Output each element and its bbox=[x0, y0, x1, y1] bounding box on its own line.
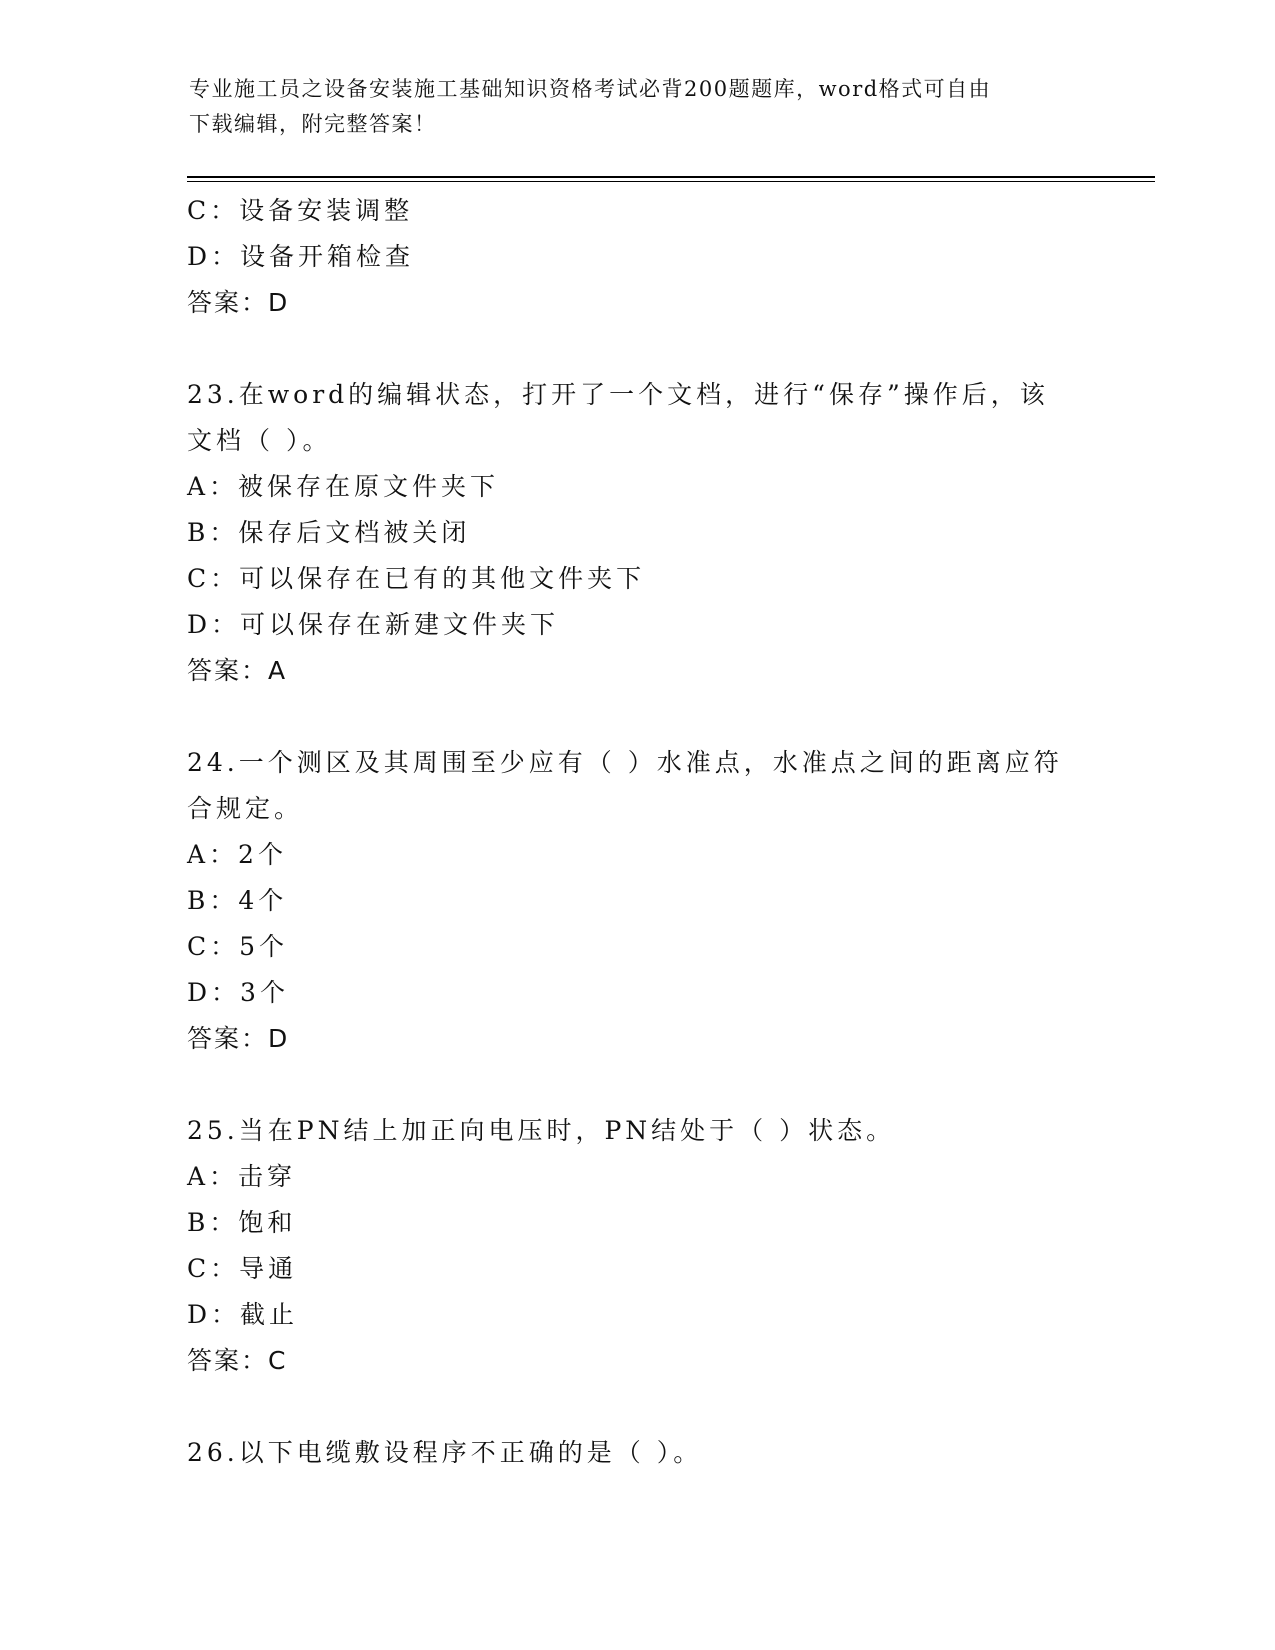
option-d: D：截止 bbox=[187, 1300, 299, 1329]
question-26 bbox=[187, 1430, 1067, 1476]
document-header bbox=[189, 72, 1069, 142]
question-23 bbox=[187, 372, 1067, 694]
option-d: D：可以保存在新建文件夹下 bbox=[187, 610, 560, 639]
question-stem-line-1: 24.一个测区及其周围至少应有（ ）水准点，水准点之间的距离应符 bbox=[187, 748, 1063, 777]
spacer bbox=[187, 1062, 1067, 1108]
spacer bbox=[187, 326, 1067, 372]
question-22 bbox=[187, 188, 1067, 326]
option-c: C：导通 bbox=[187, 1254, 298, 1283]
spacer bbox=[187, 694, 1067, 740]
question-stem-line-1: 26.以下电缆敷设程序不正确的是（ ）。 bbox=[187, 1438, 703, 1467]
question-24 bbox=[187, 740, 1067, 1062]
question-stem-line-2: 合规定。 bbox=[187, 794, 304, 823]
option-c: C：设备安装调整 bbox=[187, 196, 414, 225]
option-a: A：2个 bbox=[187, 840, 287, 869]
header-divider-thin bbox=[187, 181, 1155, 182]
spacer bbox=[187, 1384, 1067, 1430]
header-title-line-1: 专业施工员之设备安装施工基础知识资格考试必背200题题库，word格式可自由 bbox=[189, 77, 992, 101]
option-b: B：饱和 bbox=[187, 1208, 297, 1237]
option-b: B：保存后文档被关闭 bbox=[187, 518, 471, 547]
question-list bbox=[187, 188, 1067, 1476]
answer-line: 答案：A bbox=[187, 656, 288, 685]
answer-line: 答案：C bbox=[187, 1346, 288, 1375]
header-divider-thick bbox=[187, 176, 1155, 178]
option-c: C：可以保存在已有的其他文件夹下 bbox=[187, 564, 646, 593]
question-stem-line-1: 25.当在PN结上加正向电压时，PN结处于（ ）状态。 bbox=[187, 1116, 896, 1145]
option-a: A：被保存在原文件夹下 bbox=[187, 472, 500, 501]
option-d: D：设备开箱检查 bbox=[187, 242, 415, 271]
question-25 bbox=[187, 1108, 1067, 1384]
option-c: C：5个 bbox=[187, 932, 289, 961]
option-a: A：击穿 bbox=[187, 1162, 297, 1191]
question-stem-line-2: 文档（ ）。 bbox=[187, 426, 332, 455]
option-b: B：4个 bbox=[187, 886, 288, 915]
answer-line: 答案：D bbox=[187, 1024, 290, 1053]
question-stem-line-1: 23.在word的编辑状态，打开了一个文档，进行“保存”操作后，该 bbox=[187, 380, 1049, 409]
header-title-line-2: 下载编辑，附完整答案！ bbox=[189, 112, 437, 136]
option-d: D：3个 bbox=[187, 978, 289, 1007]
answer-line: 答案：D bbox=[187, 288, 290, 317]
